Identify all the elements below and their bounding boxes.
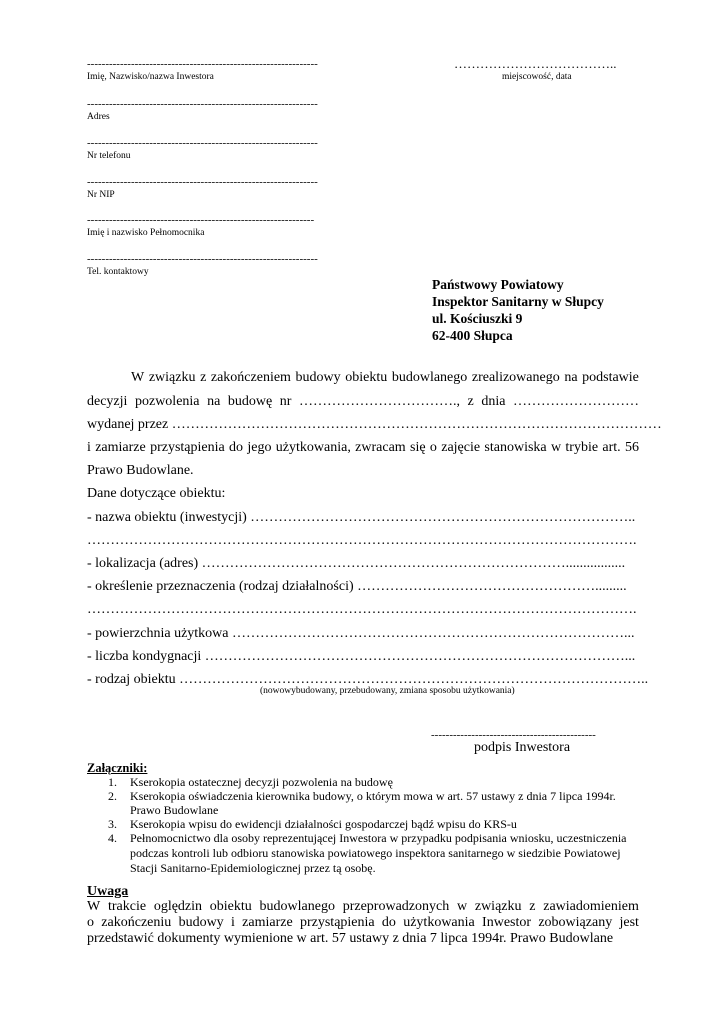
address-line[interactable]: --------------------------------------------------------------- <box>87 98 318 110</box>
note-line-3: przedstawić dokumenty wymienione w art. 57 ustawy z dnia 7 lipca 1994r. Prawo Budowlane <box>87 931 614 946</box>
attachment-item-3: 3. Kserokopia wpisu do ewidencji działalności gospodarczej bądź wpisu do KRS-u <box>108 817 517 831</box>
place-date-line[interactable]: ……………………………….. <box>454 56 617 71</box>
object-name-continuation[interactable]: ………………………………………………………………………………………………………. <box>87 533 637 548</box>
recipient-line-2: Inspektor Sanitarny w Słupcy <box>432 294 604 309</box>
location-field[interactable]: - lokalizacja (adres) ……………………………………………………………………................. <box>87 556 626 571</box>
body-line-4: i zamiarze przystąpienia do jego użytkowania, zwracam się o zajęcie stanowiska w trybie art. 56 <box>87 440 639 455</box>
body-line-1: W związku z zakończeniem budowy obiektu budowlanego zrealizowanego na podstawie <box>131 370 639 385</box>
object-name-field[interactable]: - nazwa obiektu (inwestycji) ……………………………………………………………………….. <box>87 510 636 525</box>
recipient-line-3: ul. Kościuszki 9 <box>432 311 523 326</box>
signature-line[interactable]: --------------------------------------------- <box>431 729 596 741</box>
attachment-item-1: 1. Kserokopia ostatecznej decyzji pozwolenia na budowę <box>108 775 393 789</box>
signature-label: podpis Inwestora <box>474 740 571 755</box>
floors-field[interactable]: - liczba kondygnacji ………………………………………………………………………………... <box>87 649 636 664</box>
proxy-line[interactable]: -------------------------------------------------------------- <box>87 214 315 226</box>
permit-date-field[interactable]: ……………………… <box>513 394 639 409</box>
address-label: Adres <box>87 112 110 122</box>
recipient-line-4: 62-400 Słupca <box>432 328 513 343</box>
note-line-1: W trakcie oględzin obiektu budowlanego przeprowadzonych w związku z zawiadomieniem <box>87 899 639 914</box>
object-type-hint: (nowowybudowany, przebudowany, zmiana sposobu użytkowania) <box>260 686 515 696</box>
phone-label: Nr telefonu <box>87 151 131 161</box>
attachments-heading: Załączniki: <box>87 761 148 775</box>
usable-area-field[interactable]: - powierzchnia użytkowa …………………………………………………………………………... <box>87 626 635 641</box>
contact-line[interactable]: --------------------------------------------------------------- <box>87 253 318 265</box>
recipient-line-1: Państwowy Powiatowy <box>432 277 564 292</box>
body-line-5: Prawo Budowlane. <box>87 463 194 478</box>
purpose-field[interactable]: - określenie przeznaczenia (rodzaj działalności) ……………………………………………......... <box>87 579 627 594</box>
investor-name-label: Imię, Nazwisko/nazwa Inwestora <box>87 72 214 82</box>
note-line-2: o zakończeniu budowy i zamiarze przystąpienia do użytkowania Inwestor zobowiązany jest <box>87 915 639 930</box>
nip-label: Nr NIP <box>87 190 115 200</box>
object-type-field[interactable]: - rodzaj obiektu ……………………………………………………………………………………….. <box>87 672 649 687</box>
investor-name-line[interactable]: --------------------------------------------------------------- <box>87 58 318 70</box>
place-date-label: miejscowość, data <box>502 72 572 82</box>
body-line-2: decyzji pozwolenia na budowę nr ……………………………., z dnia ……………………… <box>87 394 639 409</box>
attachment-item-2: 2. Kserokopia oświadczenia kierownika budowy, o którym mowa w art. 57 ustawy z dnia 7 lipca 1994r. Prawo Budowlane <box>108 789 616 817</box>
recipient-address <box>432 276 604 344</box>
note-heading: Uwaga <box>87 884 129 899</box>
phone-line[interactable]: --------------------------------------------------------------- <box>87 137 318 149</box>
purpose-continuation[interactable]: ………………………………………………………………………………………………………. <box>87 602 637 617</box>
contact-label: Tel. kontaktowy <box>87 267 149 277</box>
proxy-label: Imię i nazwisko Pełnomocnika <box>87 228 205 238</box>
nip-line[interactable]: --------------------------------------------------------------- <box>87 176 318 188</box>
attachment-item-4: 4. Pełnomocnictwo dla osoby reprezentującej Inwestora w przypadku podpisania wniosku, uczestniczenia podczas kontroli lub odbioru stanowiska powiatowego inspektora sanitarnego w siedzibie Powiatowej Stacji Sanitarno-Epidemiologicznej przez tą osobę. <box>108 831 627 875</box>
issued-by-field[interactable]: wydanej przez …………………………………………………………………………………………… <box>87 417 662 432</box>
permit-number-field[interactable]: ……………………………., <box>298 394 460 409</box>
object-data-heading: Dane dotyczące obiektu: <box>87 486 226 501</box>
